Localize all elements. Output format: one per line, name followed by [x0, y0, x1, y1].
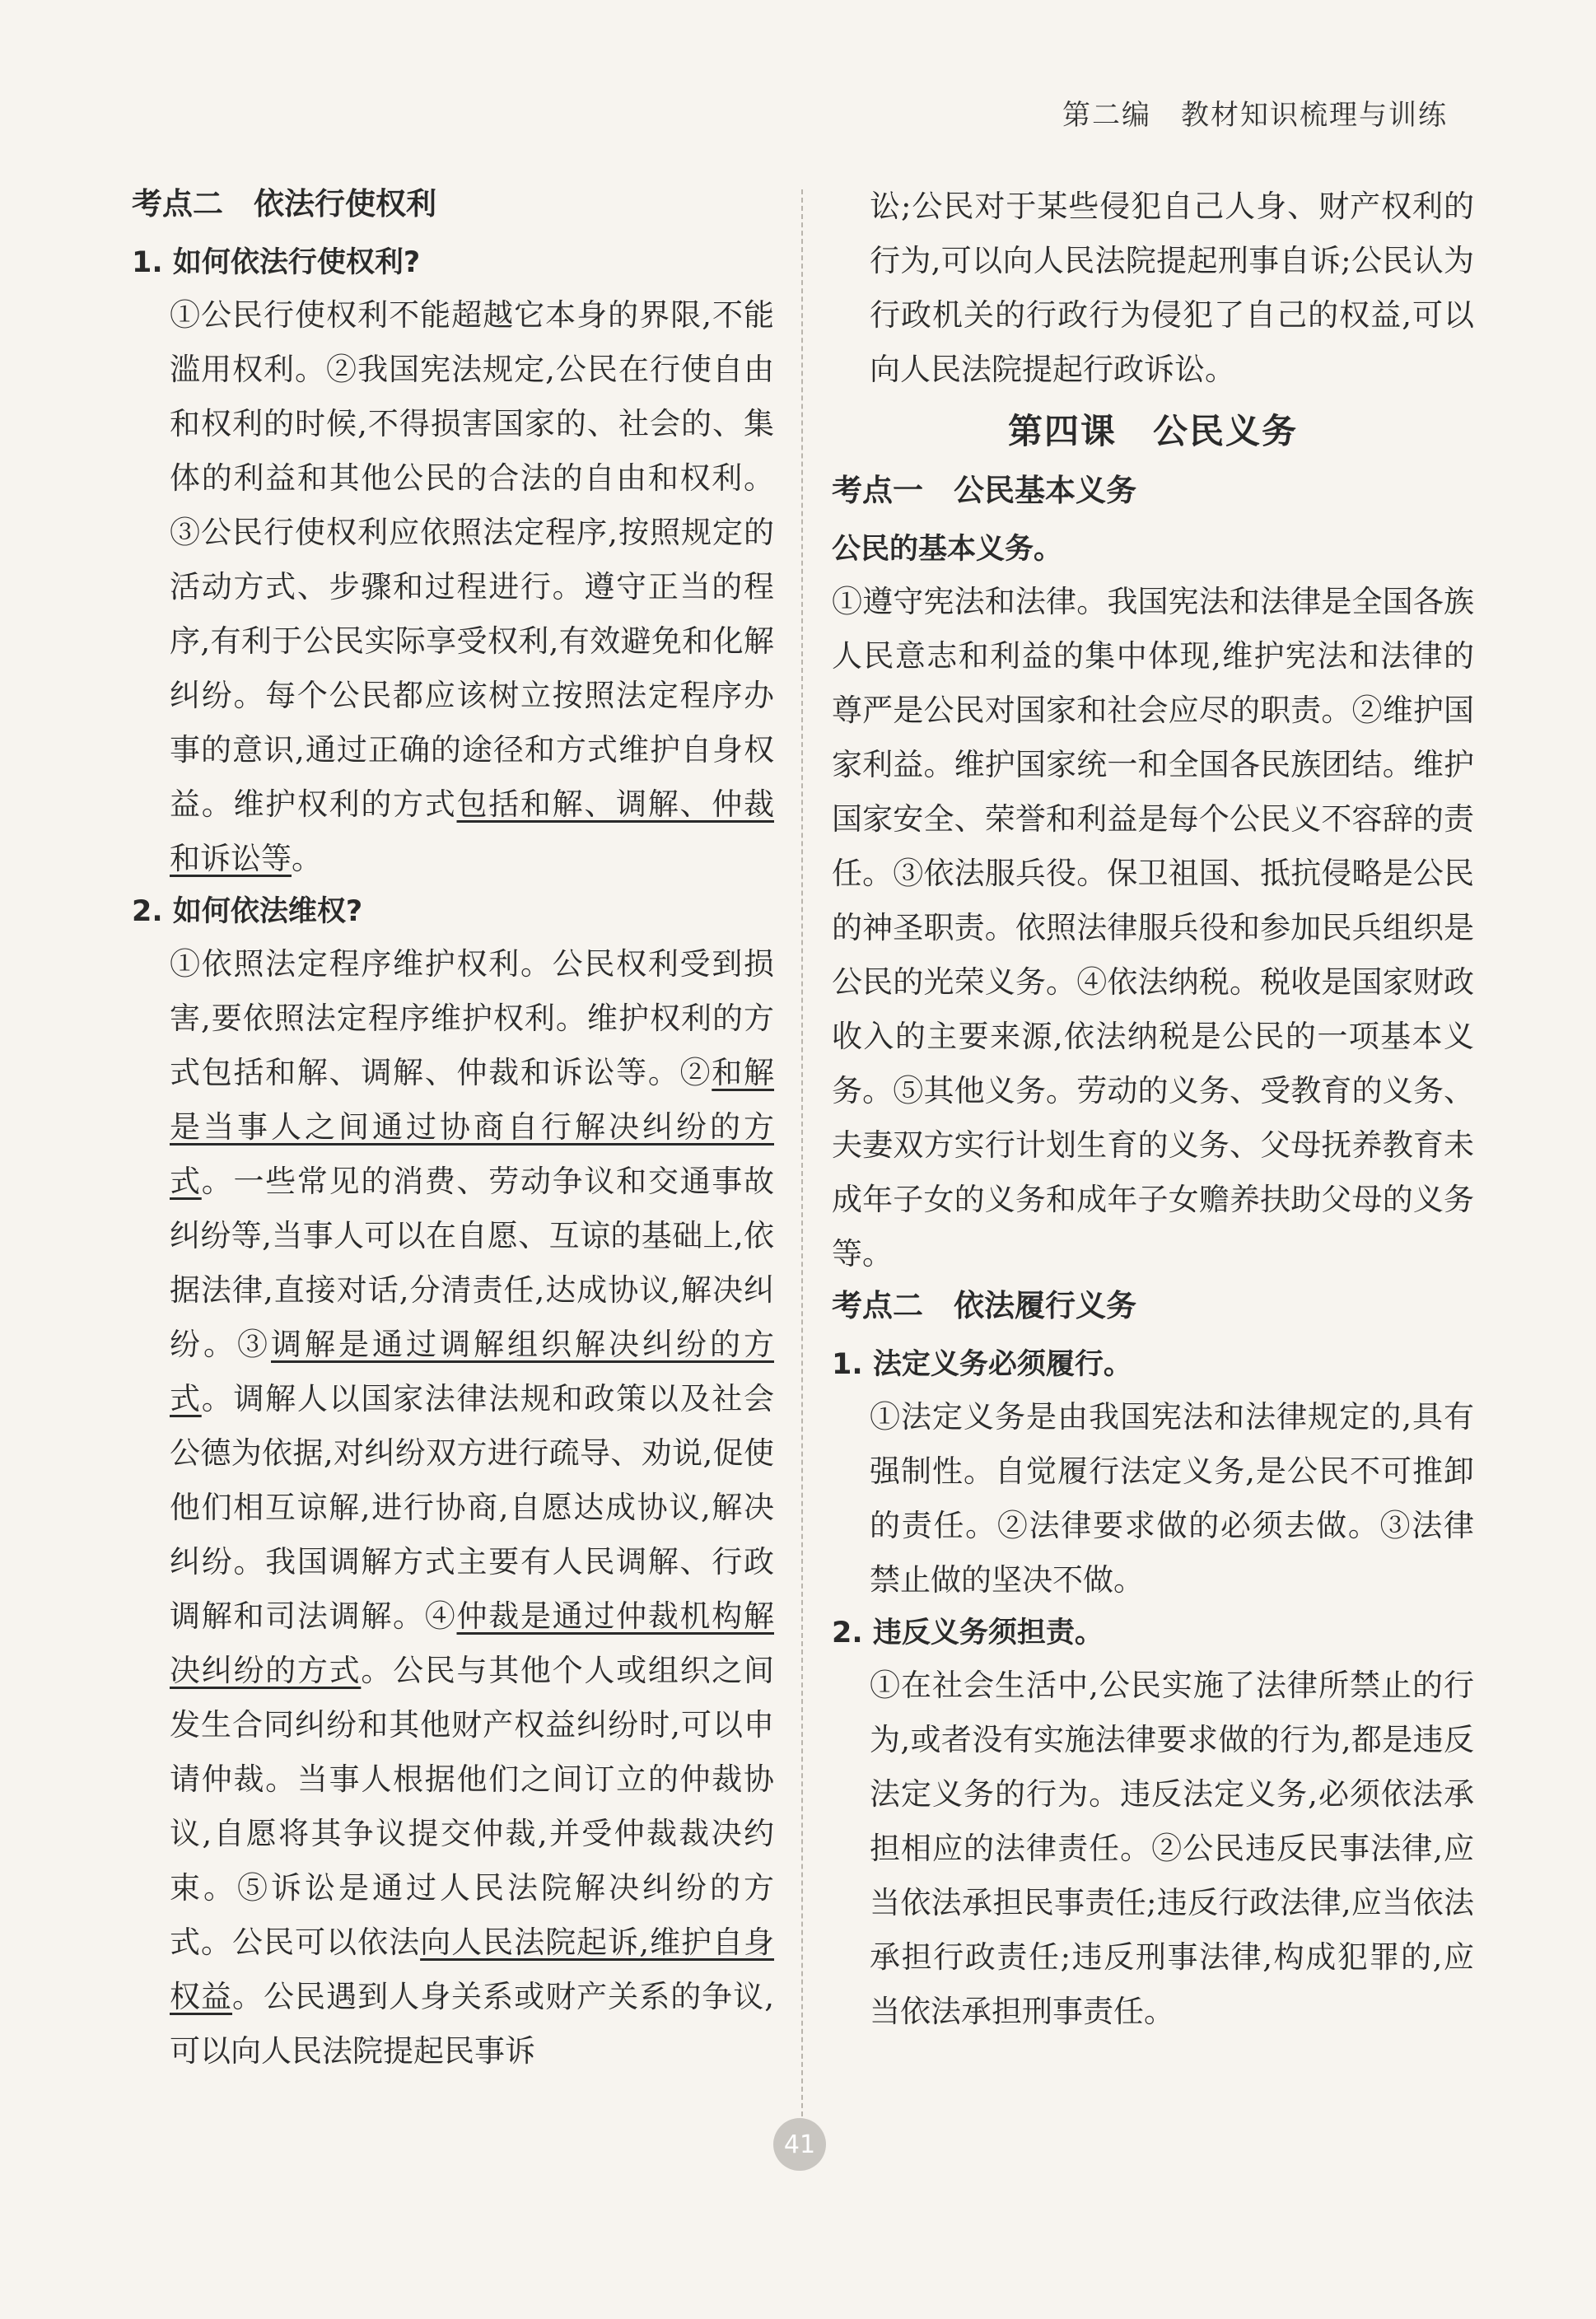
paragraph: ①公民行使权利不能超越它本身的界限,不能滥用权利。②我国宪法规定,公民在行使自由和权利的时候,不得损害国家的、社会的、集体的利益和其他公民的合法的自由和权利。③公民行使权利应依照法定程序,按照规定的活动方式、步骤和过程进行。遵守正当的程序,有利于公民实际享受权利,有效避免和化解纠纷。每个公民都应该树立按照法定程序办事的意识,通过正确的途径和方式维护自身权益。维护权利的方式包括和解、调解、仲裁和诉讼等。 [170, 297, 774, 876]
section-heading: 考点一 公民基本义务 [832, 473, 1136, 508]
paragraph: ①遵守宪法和法律。我国宪法和法律是全国各族人民意志和利益的集中体现,维护宪法和法律的尊严是公民对国家和社会应尽的职责。②维护国家利益。维护国家统一和全国各民族团结。维护国家安全、荣誉和利益是每个公民义不容辞的责任。③依法服兵役。保卫祖国、抵抗侵略是公民的神圣职责。依照法律服兵役和参加民兵组织是公民的光荣义务。④依法纳税。税收是国家财政收入的主要来源,依法纳税是公民的一项基本义务。⑤其他义务。劳动的义务、受教育的义务、夫妻双方实行计划生育的义务、父母抚养教育未成年子女的义务和成年子女赡养扶助父母的义务等。 [832, 584, 1474, 1271]
underlined-text: 调解是通过调解组织解决纠纷的方式 [170, 1327, 774, 1416]
running-header: 第二编 教材知识梳理与训练 [1062, 99, 1448, 132]
right-column [832, 180, 1474, 2039]
question-heading: 1. 法定义务必须履行。 [832, 1348, 1132, 1381]
sub-heading: 公民的基本义务。 [832, 533, 1063, 566]
column-divider [801, 189, 803, 2141]
underlined-text: 包括和解、调解、仲裁和诉讼等 [170, 786, 774, 876]
underlined-text: 和解是当事人之间通过协商自行解决纠纷的方式 [170, 1055, 775, 1199]
paragraph: 讼;公民对于某些侵犯自己人身、财产权利的行为,可以向人民法院提起刑事自诉;公民认为行政机关的行政行为侵犯了自己的权益,可以向人民法院提起行政诉讼。 [870, 189, 1474, 387]
lesson-title: 第四课 公民义务 [1007, 411, 1298, 451]
section-heading: 考点二 依法履行义务 [832, 1288, 1136, 1323]
section-heading: 考点二 依法行使权利 [132, 186, 436, 222]
page-number-badge: 41 [773, 2118, 826, 2171]
paragraph: ①依照法定程序维护权利。公民权利受到损害,要依照法定程序维护权利。维护权利的方式包括和解、调解、仲裁和诉讼等。②和解是当事人之间通过协商自行解决纠纷的方式。一些常见的消费、劳动争议和交通事故纠纷等,当事人可以在自愿、互谅的基础上,依据法律,直接对话,分清责任,达成协议,解决纠纷。③调解是通过调解组织解决纠纷的方式。调解人以国家法律法规和政策以及社会公德为依据,对纠纷双方进行疏导、劝说,促使他们相互谅解,进行协商,自愿达成协议,解决纠纷。我国调解方式主要有人民调解、行政调解和司法调解。④仲裁是通过仲裁机构解决纠纷的方式。公民与其他个人或组织之间发生合同纠纷和其他财产权益纠纷时,可以申请仲裁。当事人根据他们之间订立的仲裁协议,自愿将其争议提交仲裁,并受仲裁裁决约束。⑤诉讼是通过人民法院解决纠纷的方式。公民可以依法向人民法院起诉,维护自身权益。公民遇到人身关系或财产关系的争议,可以向人民法院提起民事诉 [170, 946, 775, 2069]
underlined-text: 向人民法院起诉,维护自身权益 [170, 1925, 775, 2014]
underlined-text: 仲裁是通过仲裁机构解决纠纷的方式 [170, 1598, 774, 1688]
left-column [132, 180, 774, 2079]
question-heading: 2. 如何依法维权? [132, 895, 363, 928]
question-heading: 2. 违反义务须担责。 [832, 1617, 1104, 1649]
question-heading: 1. 如何依法行使权利? [132, 246, 421, 279]
paragraph: ①在社会生活中,公民实施了法律所禁止的行为,或者没有实施法律要求做的行为,都是违反法定义务的行为。违反法定义务,必须依法承担相应的法律责任。②公民违反民事法律,应当依法承担民事责任;违反行政法律,应当依法承担行政责任;违反刑事法律,构成犯罪的,应当依法承担刑事责任。 [870, 1668, 1474, 2029]
paragraph: ①法定义务是由我国宪法和法律规定的,具有强制性。自觉履行法定义务,是公民不可推卸的责任。②法律要求做的必须去做。③法律禁止做的坚决不做。 [870, 1399, 1474, 1598]
